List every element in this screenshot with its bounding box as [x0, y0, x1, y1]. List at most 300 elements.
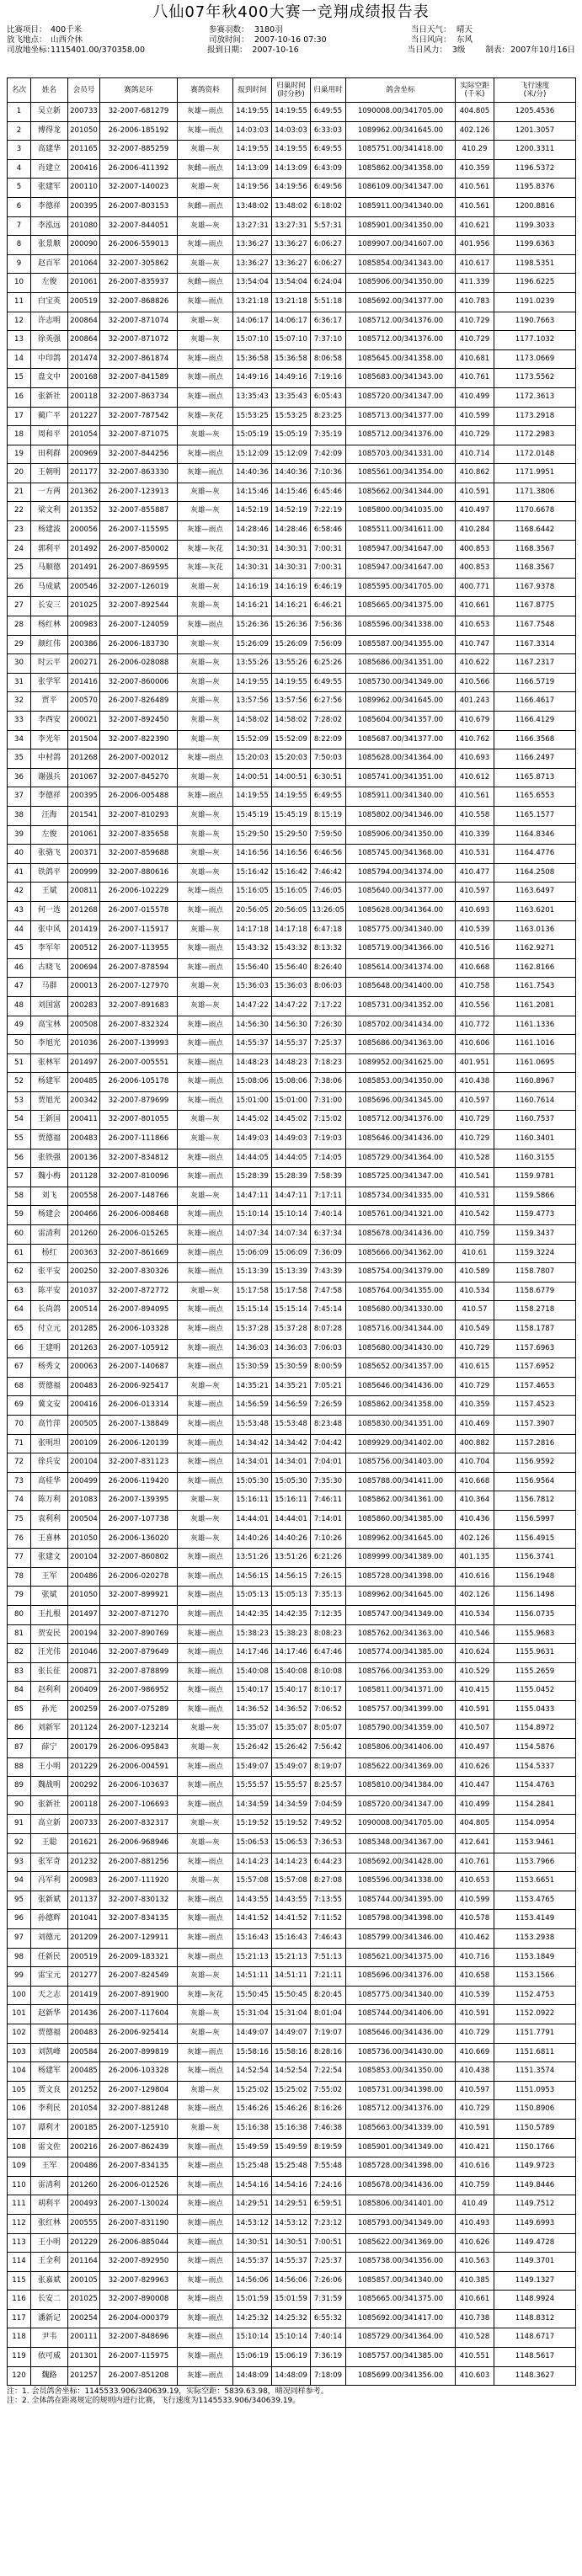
table-row	[8, 445, 576, 464]
cell-distance: 410.561	[456, 197, 494, 216]
cell-arrival-time: 13:27:31	[272, 216, 311, 236]
cell-duration: 7:46:05	[311, 883, 346, 902]
cell-loft-coord: 1085911.00/341340.00	[346, 197, 456, 216]
cell-rank: 117	[8, 2309, 31, 2328]
cell-duration: 6:58:46	[311, 521, 346, 541]
cell-arrival-time: 15:58:16	[272, 2043, 311, 2062]
cell-duration: 6:49:55	[311, 673, 346, 692]
cell-rank: 16	[8, 387, 31, 407]
cell-speed: 1200.8816	[494, 197, 576, 216]
cell-ring: 26-2007-834135	[100, 2157, 178, 2177]
table-row	[8, 1929, 576, 1949]
cell-distance: 410.528	[456, 1149, 494, 1168]
cell-name: 王朝明	[31, 464, 68, 483]
cell-speed: 1165.6553	[494, 787, 576, 807]
cell-name: 颜红伟	[31, 635, 68, 654]
cell-ring: 26-2006-925414	[100, 2024, 178, 2043]
cell-speed: 1151.3574	[494, 2062, 576, 2082]
cell-report-time: 14:45:02	[233, 1111, 272, 1130]
cell-bird-info: 灰雄—灰	[178, 141, 233, 160]
cell-report-time: 14:52:19	[233, 502, 272, 521]
cell-report-time: 14:47:11	[233, 1187, 272, 1206]
cell-distance: 410.436	[456, 1510, 494, 1529]
cell-rank: 85	[8, 1700, 31, 1720]
cell-loft-coord: 1085798.00/341398.00	[346, 1910, 456, 1929]
cell-rank: 71	[8, 1434, 31, 1453]
cell-speed: 1167.8775	[494, 597, 576, 616]
cell-arrival-time: 14:45:02	[272, 1111, 311, 1130]
cell-arrival-time: 14:07:34	[272, 1225, 311, 1245]
cell-ring: 32-2007-859688	[100, 845, 178, 864]
cell-distance: 400.853	[456, 559, 494, 579]
cell-bird-info: 灰雄—雨点	[178, 1472, 233, 1491]
cell-loft-coord: 1085712.00/341376.00	[346, 2100, 456, 2120]
cell-loft-coord: 1089907.00/341607.00	[346, 236, 456, 255]
cell-loft-coord: 1085665.00/341375.00	[346, 2291, 456, 2310]
cell-bird-info: 灰雌—雨点	[178, 274, 233, 293]
cell-ring: 32-2007-848696	[100, 2328, 178, 2348]
cell-loft-coord: 1085757.00/341399.00	[346, 1700, 456, 1720]
cell-rank: 47	[8, 978, 31, 997]
cell-arrival-time: 14:36:03	[272, 1339, 311, 1358]
cell-distance: 410.862	[456, 464, 494, 483]
cell-bird-info: 灰雄—灰	[178, 502, 233, 521]
cell-name: 汪光伟	[31, 1644, 68, 1663]
cell-ring: 26-2007-111866	[100, 1130, 178, 1149]
cell-arrival-time: 15:19:52	[272, 1815, 311, 1834]
cell-ring: 26-2006-119420	[100, 1472, 178, 1491]
table-row	[8, 1777, 576, 1796]
cell-bird-info: 灰雄—雨点	[178, 1073, 233, 1092]
cell-member-id: 201165	[68, 141, 100, 160]
table-row	[8, 1700, 576, 1720]
cell-report-time: 14:47:22	[233, 996, 272, 1016]
cell-ring: 32-2007-880616	[100, 863, 178, 883]
cell-loft-coord: 1085678.00/341436.00	[346, 2176, 456, 2195]
cell-member-id: 201054	[68, 2100, 100, 2120]
cell-arrival-time: 15:05:19	[272, 426, 311, 445]
cell-arrival-time: 15:57:08	[272, 1872, 311, 1891]
col-distance: 实际空距 (千米)	[456, 78, 494, 103]
cell-bird-info: 灰雄—灰	[178, 673, 233, 692]
cell-member-id: 200363	[68, 1244, 100, 1263]
cell-name: 马成斌	[31, 578, 68, 597]
cell-name: 潘新记	[31, 2309, 68, 2328]
cell-rank: 116	[8, 2291, 31, 2310]
cell-name: 高宝林	[31, 1016, 68, 1035]
cell-distance: 410.493	[456, 2214, 494, 2233]
cell-rank: 102	[8, 2024, 31, 2043]
cell-bird-info: 灰雄—雨点	[178, 2253, 233, 2272]
cell-bird-info: 灰雄—灰	[178, 768, 233, 787]
cell-arrival-time: 14:03:03	[272, 121, 311, 141]
cell-bird-info: 灰雄—灰	[178, 920, 233, 940]
cell-ring: 26-2007-894095	[100, 1301, 178, 1320]
cell-arrival-time: 14:56:30	[272, 1016, 311, 1035]
cell-member-id: 201436	[68, 2005, 100, 2024]
cell-loft-coord: 1090008.00/341705.00	[346, 103, 456, 122]
cell-distance: 410.597	[456, 2081, 494, 2100]
cell-duration: 7:00:51	[311, 2233, 346, 2253]
cell-duration: 6:55:32	[311, 2309, 346, 2328]
cell-rank: 95	[8, 1891, 31, 1910]
cell-speed: 1158.7807	[494, 1263, 576, 1283]
cell-ring: 26-2006-411392	[100, 159, 178, 179]
cell-report-time: 15:40:17	[233, 1682, 272, 1701]
cell-ring: 32-2007-835658	[100, 825, 178, 845]
cell-loft-coord: 1085621.00/341375.00	[346, 1948, 456, 1967]
cell-distance: 410.462	[456, 1929, 494, 1949]
cell-arrival-time: 13:48:02	[272, 197, 311, 216]
cell-distance: 410.561	[456, 787, 494, 807]
cell-loft-coord: 1085788.00/341411.00	[346, 1472, 456, 1491]
cell-member-id: 200342	[68, 1091, 100, 1111]
cell-bird-info: 灰雄—灰	[178, 825, 233, 845]
table-row	[8, 1434, 576, 1453]
cell-report-time: 15:46:26	[233, 2100, 272, 2120]
cell-duration: 7:06:52	[311, 1700, 346, 1720]
cell-ring: 26-2007-105912	[100, 1339, 178, 1358]
cell-report-time: 14:58:02	[233, 712, 272, 731]
cell-duration: 8:22:09	[311, 730, 346, 749]
cell-report-time: 15:28:39	[233, 1168, 272, 1187]
cell-report-time: 15:43:32	[233, 940, 272, 959]
table-row	[8, 958, 576, 978]
cell-speed: 1171.3806	[494, 483, 576, 502]
cell-member-id: 200483	[68, 1377, 100, 1396]
cell-report-time: 14:19:55	[233, 787, 272, 807]
cell-distance: 410.729	[456, 1130, 494, 1149]
cell-ring: 32-2007-829963	[100, 2271, 178, 2291]
cell-duration: 8:23:25	[311, 407, 346, 426]
cell-member-id: 200259	[68, 1700, 100, 1720]
cell-distance: 410.626	[456, 2233, 494, 2253]
cell-speed: 1159.3224	[494, 1244, 576, 1263]
table-row	[8, 1682, 576, 1701]
cell-arrival-time: 15:13:39	[272, 1263, 311, 1283]
cell-distance: 410.693	[456, 749, 494, 769]
cell-loft-coord: 1085596.00/341338.00	[346, 616, 456, 636]
cell-duration: 7:35:19	[311, 426, 346, 445]
cell-loft-coord: 1085628.00/341364.00	[346, 901, 456, 920]
cell-arrival-time: 14:17:46	[272, 1644, 311, 1663]
cell-arrival-time: 15:50:45	[272, 1986, 311, 2005]
cell-rank: 4	[8, 159, 31, 179]
cell-arrival-time: 13:55:26	[272, 654, 311, 674]
cell-bird-info: 灰雄—灰	[178, 1282, 233, 1301]
cell-duration: 7:45:14	[311, 1301, 346, 1320]
cell-duration: 7:42:09	[311, 445, 346, 464]
cell-report-time: 15:40:08	[233, 1662, 272, 1682]
cell-member-id: 201416	[68, 673, 100, 692]
cell-distance: 400.771	[456, 578, 494, 597]
cell-duration: 7:11:52	[311, 1910, 346, 1929]
cell-duration: 6:36:17	[311, 312, 346, 331]
cell-duration: 6:49:55	[311, 787, 346, 807]
table-row	[8, 236, 576, 255]
cell-report-time: 15:05:13	[233, 1587, 272, 1606]
cell-arrival-time: 15:40:17	[272, 1682, 311, 1701]
cell-arrival-time: 15:01:00	[272, 1091, 311, 1111]
cell-name: 王斌	[31, 883, 68, 902]
cell-report-time: 14:36:03	[233, 1339, 272, 1358]
cell-member-id: 200416	[68, 159, 100, 179]
cell-rank: 60	[8, 1225, 31, 1245]
cell-rank: 84	[8, 1682, 31, 1701]
table-row	[8, 2233, 576, 2253]
cell-name: 尹韦	[31, 2328, 68, 2348]
cell-member-id: 200508	[68, 1016, 100, 1035]
cell-speed: 1151.7791	[494, 2024, 576, 2043]
cell-speed: 1154.4763	[494, 1777, 576, 1796]
cell-name: 魏路	[31, 2366, 68, 2386]
cell-distance: 410.61	[456, 1244, 494, 1263]
cell-report-time: 14:49:03	[233, 1130, 272, 1149]
cell-ring: 26-2007-891900	[100, 1986, 178, 2005]
cell-rank: 96	[8, 1910, 31, 1929]
cell-name: 李德祥	[31, 197, 68, 216]
table-row	[8, 1244, 576, 1263]
cell-name: 魏小梅	[31, 1168, 68, 1187]
cell-speed: 1149.8446	[494, 2176, 576, 2195]
cell-member-id: 200409	[68, 1682, 100, 1701]
cell-speed: 1152.0922	[494, 2005, 576, 2024]
cell-member-id: 200090	[68, 236, 100, 255]
cell-report-time: 14:34:42	[233, 1434, 272, 1453]
cell-name: 李军年	[31, 940, 68, 959]
cell-member-id: 201227	[68, 407, 100, 426]
cell-speed: 1153.9461	[494, 1834, 576, 1853]
table-row	[8, 1891, 576, 1910]
cell-distance: 410.421	[456, 2138, 494, 2157]
cell-loft-coord: 1085702.00/341434.00	[346, 1016, 456, 1035]
cell-report-time: 13:27:31	[233, 216, 272, 236]
cell-speed: 1155.0452	[494, 1682, 576, 1701]
cell-name: 谢强兵	[31, 768, 68, 787]
cell-report-time: 14:42:35	[233, 1605, 272, 1624]
col-name: 姓名	[31, 78, 68, 103]
cell-arrival-time: 15:49:59	[272, 2138, 311, 2157]
cell-duration: 7:26:06	[311, 2271, 346, 2291]
cell-arrival-time: 14:30:51	[272, 2233, 311, 2253]
cell-bird-info: 灰雄—雨点	[178, 2291, 233, 2310]
cell-distance: 410.438	[456, 2062, 494, 2082]
cell-speed: 1170.6678	[494, 502, 576, 521]
cell-member-id: 201352	[68, 502, 100, 521]
cell-bird-info: 灰雄—灰	[178, 712, 233, 731]
cell-name: 孙光	[31, 1700, 68, 1720]
cell-arrival-time: 14:16:56	[272, 845, 311, 864]
cell-ring: 26-2007-115975	[100, 2348, 178, 2367]
cell-ring: 32-2007-844051	[100, 216, 178, 236]
cell-arrival-time: 15:05:13	[272, 1587, 311, 1606]
cell-report-time: 15:21:13	[233, 1948, 272, 1967]
table-row	[8, 1662, 576, 1682]
cell-duration: 7:43:39	[311, 1263, 346, 1283]
cell-bird-info: 灰雄—灰	[178, 312, 233, 331]
entry-count-label: 参赛羽数：	[209, 25, 249, 35]
cell-speed: 1200.3311	[494, 141, 576, 160]
cell-member-id: 200694	[68, 958, 100, 978]
cell-distance: 410.591	[456, 2119, 494, 2138]
cell-ring: 26-2006-103328	[100, 2062, 178, 2082]
cell-distance: 404.805	[456, 103, 494, 122]
cell-member-id: 201050	[68, 1529, 100, 1549]
cell-member-id: 201504	[68, 730, 100, 749]
cell-bird-info: 灰雄—雨点	[178, 1757, 233, 1777]
cell-loft-coord: 1085712.00/341376.00	[346, 426, 456, 445]
cell-rank: 86	[8, 1720, 31, 1739]
cell-ring: 26-2007-123214	[100, 1720, 178, 1739]
cell-rank: 35	[8, 749, 31, 769]
cell-duration: 5:57:31	[311, 216, 346, 236]
cell-arrival-time: 14:29:51	[272, 2195, 311, 2215]
report-date-label: 报到日期：	[207, 45, 248, 55]
cell-rank: 10	[8, 274, 31, 293]
cell-member-id: 201209	[68, 1929, 100, 1949]
cell-ring: 26-2006-559013	[100, 236, 178, 255]
cell-distance: 410.359	[456, 159, 494, 179]
cell-distance: 410.626	[456, 1757, 494, 1777]
cell-bird-info: 灰雄—灰	[178, 1872, 233, 1891]
cell-name: 李旭光	[31, 1035, 68, 1054]
cell-loft-coord: 1085731.00/341398.00	[346, 2081, 456, 2100]
cell-speed: 1205.4536	[494, 103, 576, 122]
table-row	[8, 1301, 576, 1320]
cell-speed: 1161.1336	[494, 1016, 576, 1035]
table-row	[8, 749, 576, 769]
cell-ring: 26-2007-986952	[100, 1682, 178, 1701]
cell-bird-info: 灰雄—灰	[178, 635, 233, 654]
cell-name: 刘飞	[31, 1187, 68, 1206]
cell-member-id: 201083	[68, 1491, 100, 1511]
cell-arrival-time: 15:16:42	[272, 863, 311, 883]
cell-report-time: 14:44:05	[233, 1149, 272, 1168]
cell-member-id: 201252	[68, 2081, 100, 2100]
cell-loft-coord: 1085648.00/341400.00	[346, 978, 456, 997]
cell-bird-info: 灰雄—雨点	[178, 1225, 233, 1245]
table-row	[8, 978, 576, 997]
cell-report-time: 14:52:54	[233, 2062, 272, 2082]
wind-force-value: 3级	[451, 45, 466, 55]
cell-member-id: 200056	[68, 521, 100, 541]
cell-loft-coord: 1085810.00/341384.00	[346, 1777, 456, 1796]
cell-report-time: 15:49:07	[233, 1757, 272, 1777]
cell-distance: 410.603	[456, 2366, 494, 2386]
cell-rank: 67	[8, 1358, 31, 1378]
cell-speed: 1156.0735	[494, 1605, 576, 1624]
cell-bird-info: 灰雄—雨点	[178, 2100, 233, 2120]
cell-name: 王喜林	[31, 1529, 68, 1549]
cell-ring: 26-2007-124059	[100, 616, 178, 636]
cell-loft-coord: 1085712.00/341376.00	[346, 331, 456, 350]
cell-member-id: 200271	[68, 654, 100, 674]
cell-arrival-time: 15:25:48	[272, 2157, 311, 2177]
cell-ring: 32-2007-841589	[100, 369, 178, 388]
cell-ring: 32-2007-892544	[100, 597, 178, 616]
cell-ring: 32-2007-890008	[100, 2291, 178, 2310]
table-row	[8, 1187, 576, 1206]
cell-bird-info: 灰雄—雨点	[178, 521, 233, 541]
cell-loft-coord: 1085830.00/341351.00	[346, 1415, 456, 1434]
cell-rank: 48	[8, 996, 31, 1016]
cell-member-id: 200179	[68, 1739, 100, 1758]
cell-rank: 39	[8, 825, 31, 845]
table-row	[8, 1815, 576, 1834]
table-row	[8, 1396, 576, 1416]
cell-rank: 29	[8, 635, 31, 654]
cell-bird-info: 灰雄—雨点	[178, 2309, 233, 2328]
cell-name: 刘国富	[31, 996, 68, 1016]
cell-distance: 410.669	[456, 2043, 494, 2062]
cell-name: 刘新军	[31, 1720, 68, 1739]
cell-speed: 1148.5617	[494, 2348, 576, 2367]
cell-distance: 400.853	[456, 540, 494, 559]
table-row	[8, 1587, 576, 1606]
cell-member-id: 200254	[68, 2309, 100, 2328]
cell-rank: 18	[8, 426, 31, 445]
cell-loft-coord: 1085646.00/341436.00	[346, 1130, 456, 1149]
table-row	[8, 806, 576, 825]
cell-name: 杨建军	[31, 2062, 68, 2082]
cell-distance: 410.729	[456, 2024, 494, 2043]
cell-member-id: 200250	[68, 1263, 100, 1283]
cell-report-time: 14:54:16	[233, 2176, 272, 2195]
cell-name: 梁文利	[31, 502, 68, 521]
cell-duration: 7:58:39	[311, 1168, 346, 1187]
cell-arrival-time: 20:56:05	[272, 901, 311, 920]
cell-rank: 45	[8, 940, 31, 959]
cell-rank: 94	[8, 1872, 31, 1891]
cell-member-id: 201067	[68, 768, 100, 787]
cell-duration: 7:31:00	[311, 1091, 346, 1111]
cell-arrival-time: 15:30:59	[272, 1358, 311, 1378]
cell-duration: 6:06:27	[311, 236, 346, 255]
cell-duration: 7:00:31	[311, 559, 346, 579]
cell-duration: 7:00:31	[311, 540, 346, 559]
cell-loft-coord: 1085652.00/341357.00	[346, 1358, 456, 1378]
cell-report-time: 14:19:55	[233, 141, 272, 160]
cell-duration: 8:06:58	[311, 349, 346, 369]
cell-loft-coord: 1085745.00/341368.00	[346, 845, 456, 864]
cell-rank: 76	[8, 1529, 31, 1549]
cell-member-id: 200104	[68, 1549, 100, 1568]
table-row	[8, 1872, 576, 1891]
cell-ring: 26-2009-183321	[100, 1948, 178, 1967]
cell-duration: 7:31:59	[311, 2291, 346, 2310]
cell-distance: 410.772	[456, 1016, 494, 1035]
cell-report-time: 14:56:30	[233, 1016, 272, 1035]
cell-name: 长尚鸽	[31, 1301, 68, 1320]
cell-arrival-time: 14:43:55	[272, 1891, 311, 1910]
results-body	[8, 103, 576, 2386]
cell-member-id: 201025	[68, 597, 100, 616]
cell-report-time: 15:55:57	[233, 1777, 272, 1796]
cell-speed: 1158.6779	[494, 1282, 576, 1301]
cell-speed: 1153.2938	[494, 1929, 576, 1949]
cell-duration: 7:37:10	[311, 331, 346, 350]
cell-loft-coord: 1085741.00/341351.00	[346, 768, 456, 787]
cell-member-id: 201232	[68, 1853, 100, 1872]
cell-bird-info: 灰雄—雨点	[178, 940, 233, 959]
cell-rank: 62	[8, 1263, 31, 1283]
cell-ring: 32-2007-844256	[100, 445, 178, 464]
cell-bird-info: 灰雄—灰	[178, 179, 233, 198]
cell-rank: 92	[8, 1834, 31, 1853]
cell-distance: 410.546	[456, 1624, 494, 1644]
cell-distance: 410.621	[456, 216, 494, 236]
cell-ring: 26-2006-120139	[100, 1434, 178, 1453]
